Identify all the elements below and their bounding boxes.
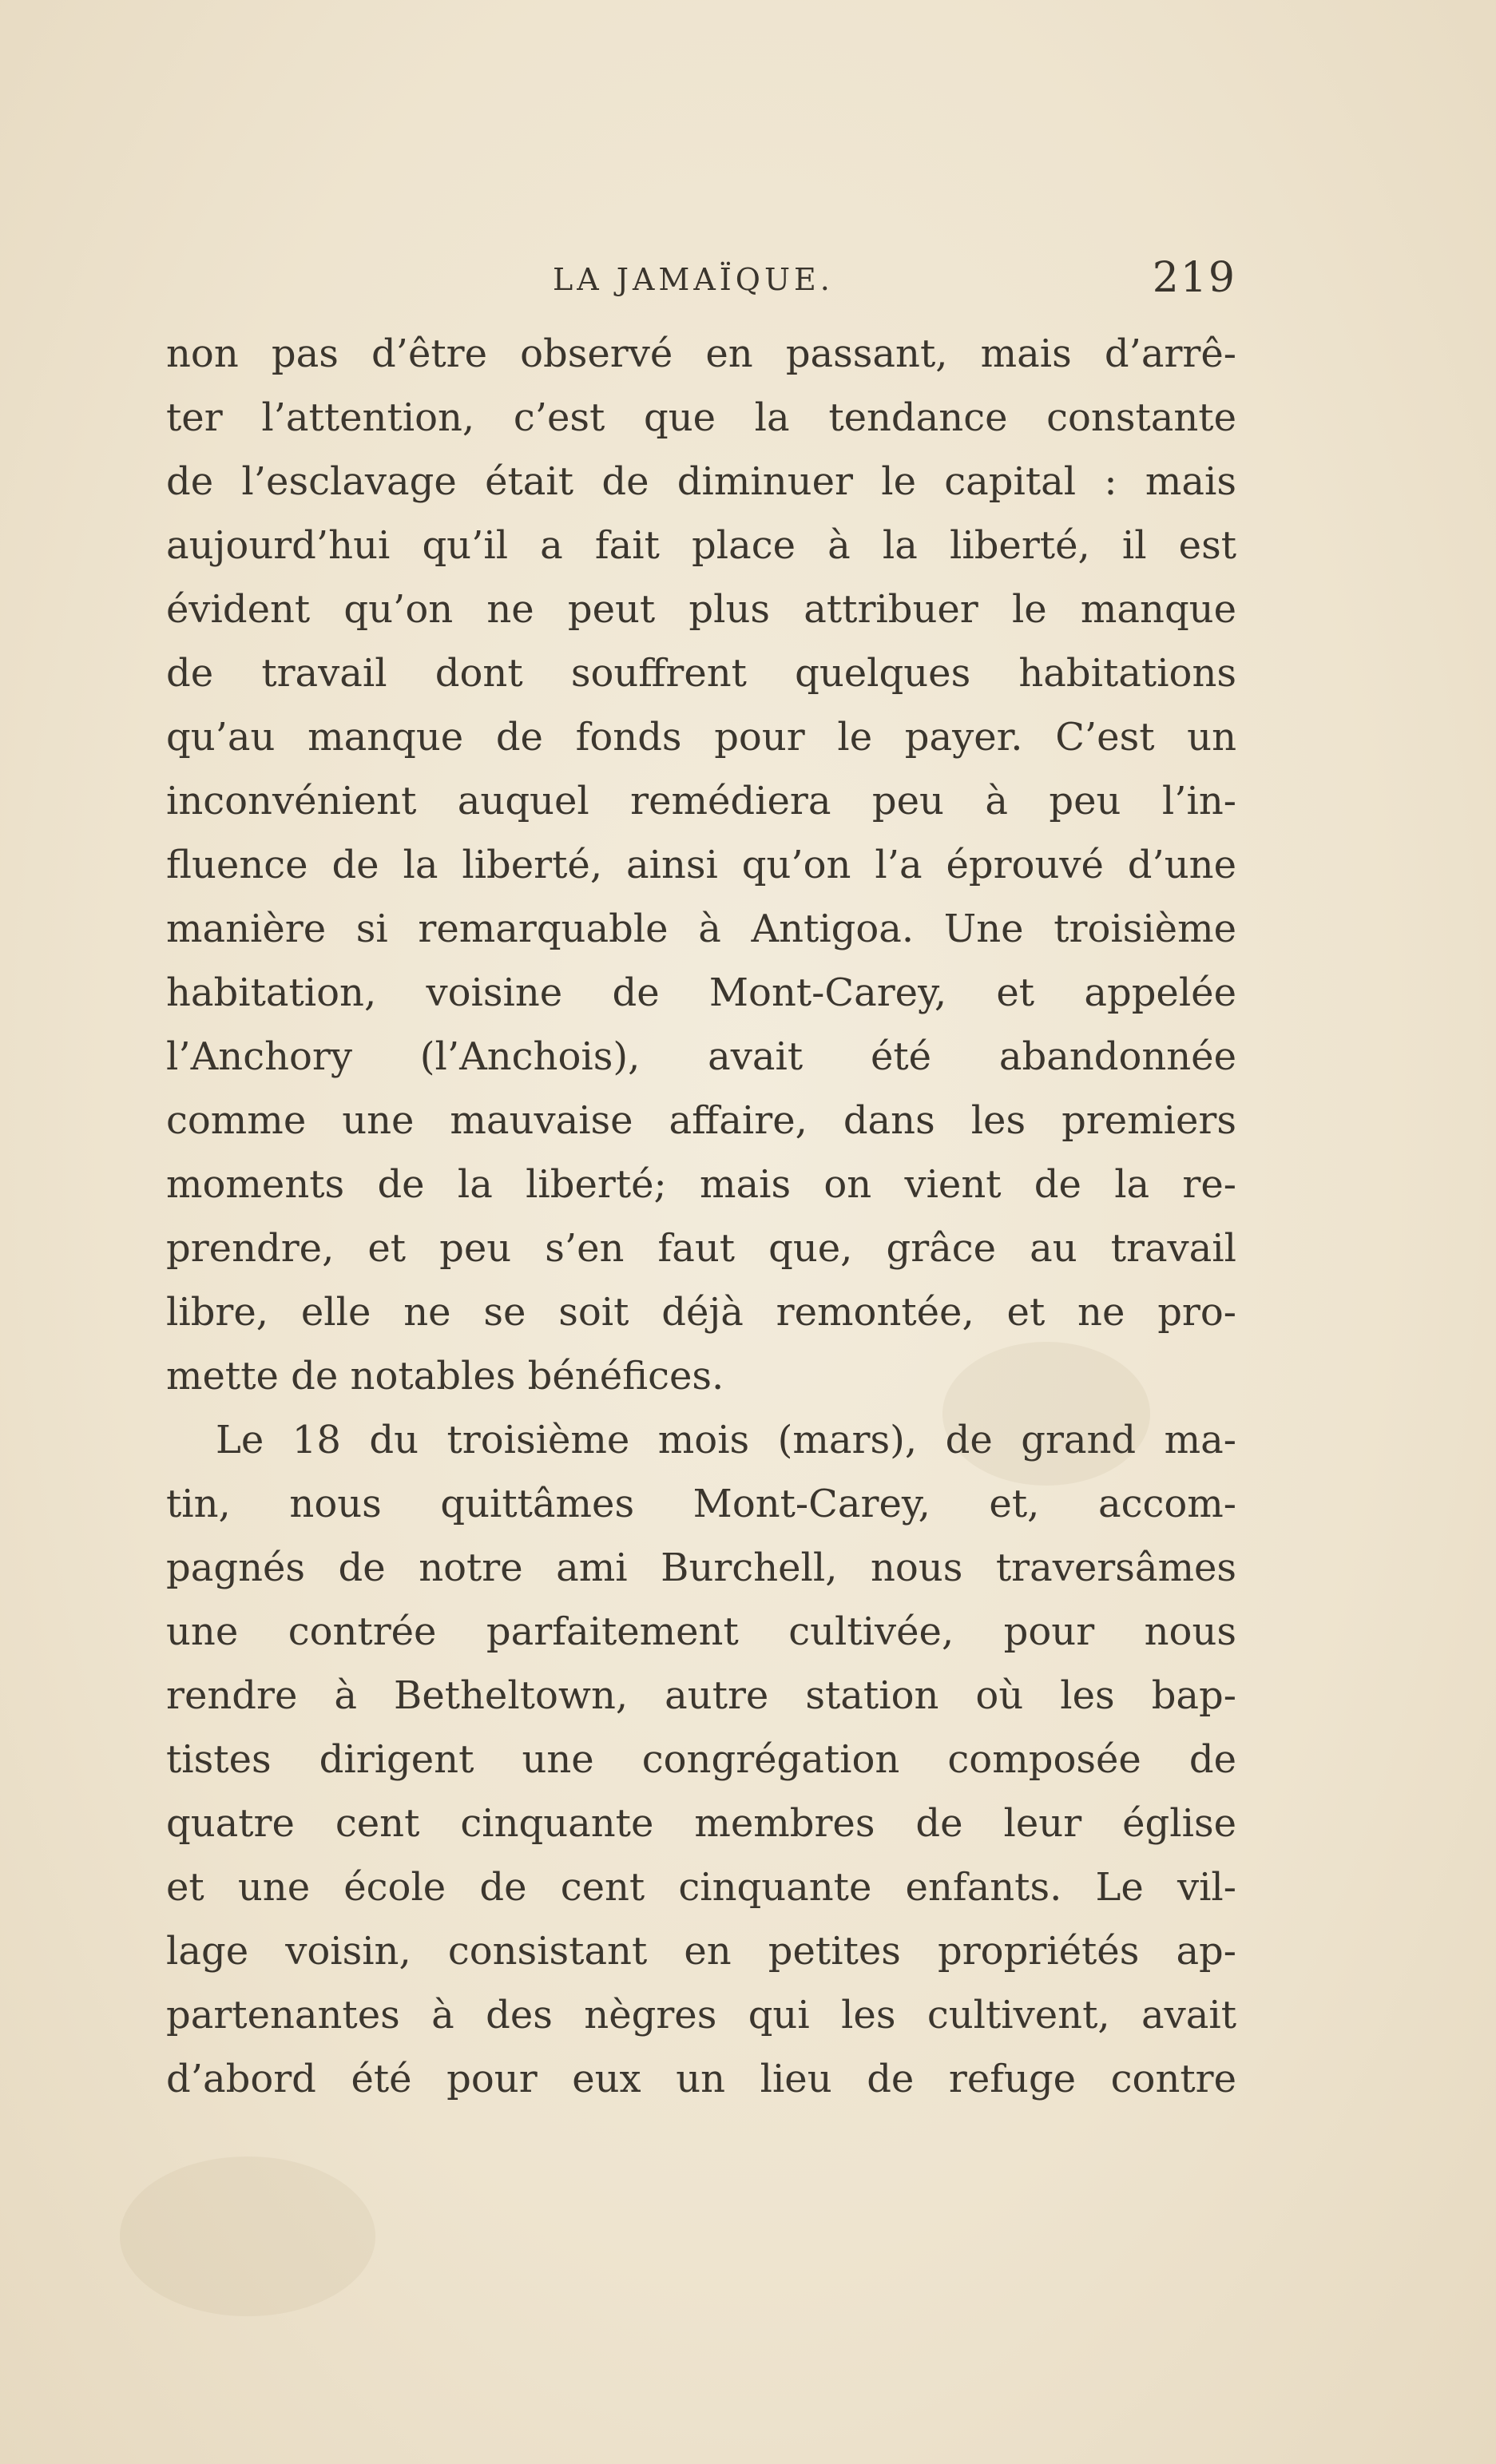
text-line: pagnés de notre ami Burchell, nous traversâmes (166, 1545, 1236, 1590)
text-line: l’Anchory (l’Anchois), avait été abandonnée (166, 1034, 1236, 1079)
text-line: une contrée parfaitement cultivée, pour nous (166, 1609, 1236, 1654)
text-line: et une école de cent cinquante enfants. Le vil- (166, 1865, 1236, 1910)
text-line: aujourd’hui qu’il a fait place à la liberté, il est (166, 523, 1236, 568)
text-line: tistes dirigent une congrégation composée de (166, 1737, 1236, 1782)
text-line: non pas d’être observé en passant, mais d’arrê- (166, 331, 1236, 376)
text-line: fluence de la liberté, ainsi qu’on l’a éprouvé d’une (166, 843, 1236, 887)
page-header (166, 254, 1236, 305)
text-line: prendre, et peu s’en faut que, grâce au travail (166, 1226, 1236, 1271)
text-line: qu’au manque de fonds pour le payer. C’est un (166, 715, 1236, 760)
text-line: d’abord été pour eux un lieu de refuge contre (166, 2057, 1236, 2101)
text-line: comme une mauvaise affaire, dans les premiers (166, 1098, 1236, 1143)
page-number: 219 (1152, 254, 1236, 302)
paper-stain (120, 2156, 375, 2316)
text-line: de travail dont souffrent quelques habitations (166, 651, 1236, 696)
body-text (166, 322, 1236, 2111)
text-line: quatre cent cinquante membres de leur église (166, 1801, 1236, 1846)
text-line: évident qu’on ne peut plus attribuer le manque (166, 587, 1236, 632)
text-line: lage voisin, consistant en petites propriétés ap- (166, 1929, 1236, 1974)
text-line: inconvénient auquel remédiera peu à peu l’in- (166, 779, 1236, 823)
text-line: de l’esclavage était de diminuer le capital : mais (166, 459, 1236, 504)
text-line: ter l’attention, c’est que la tendance constante (166, 395, 1236, 440)
text-line: habitation, voisine de Mont-Carey, et appelée (166, 970, 1236, 1015)
paragraph-end-line: mette de notables bénéfices. (166, 1354, 724, 1399)
text-line: libre, elle ne se soit déjà remontée, et ne pro- (166, 1290, 1236, 1335)
text-line: partenantes à des nègres qui les cultivent, avait (166, 1993, 1236, 2037)
text-line: tin, nous quittâmes Mont-Carey, et, accom- (166, 1482, 1236, 1526)
running-title: LA JAMAÏQUE. (553, 262, 834, 297)
text-line: rendre à Betheltown, autre station où les bap- (166, 1673, 1236, 1718)
paragraph-start-line: Le 18 du troisième mois (mars), de grand ma- (216, 1418, 1236, 1462)
text-line: moments de la liberté; mais on vient de la re- (166, 1162, 1236, 1207)
text-line: manière si remarquable à Antigoa. Une troisième (166, 907, 1236, 951)
